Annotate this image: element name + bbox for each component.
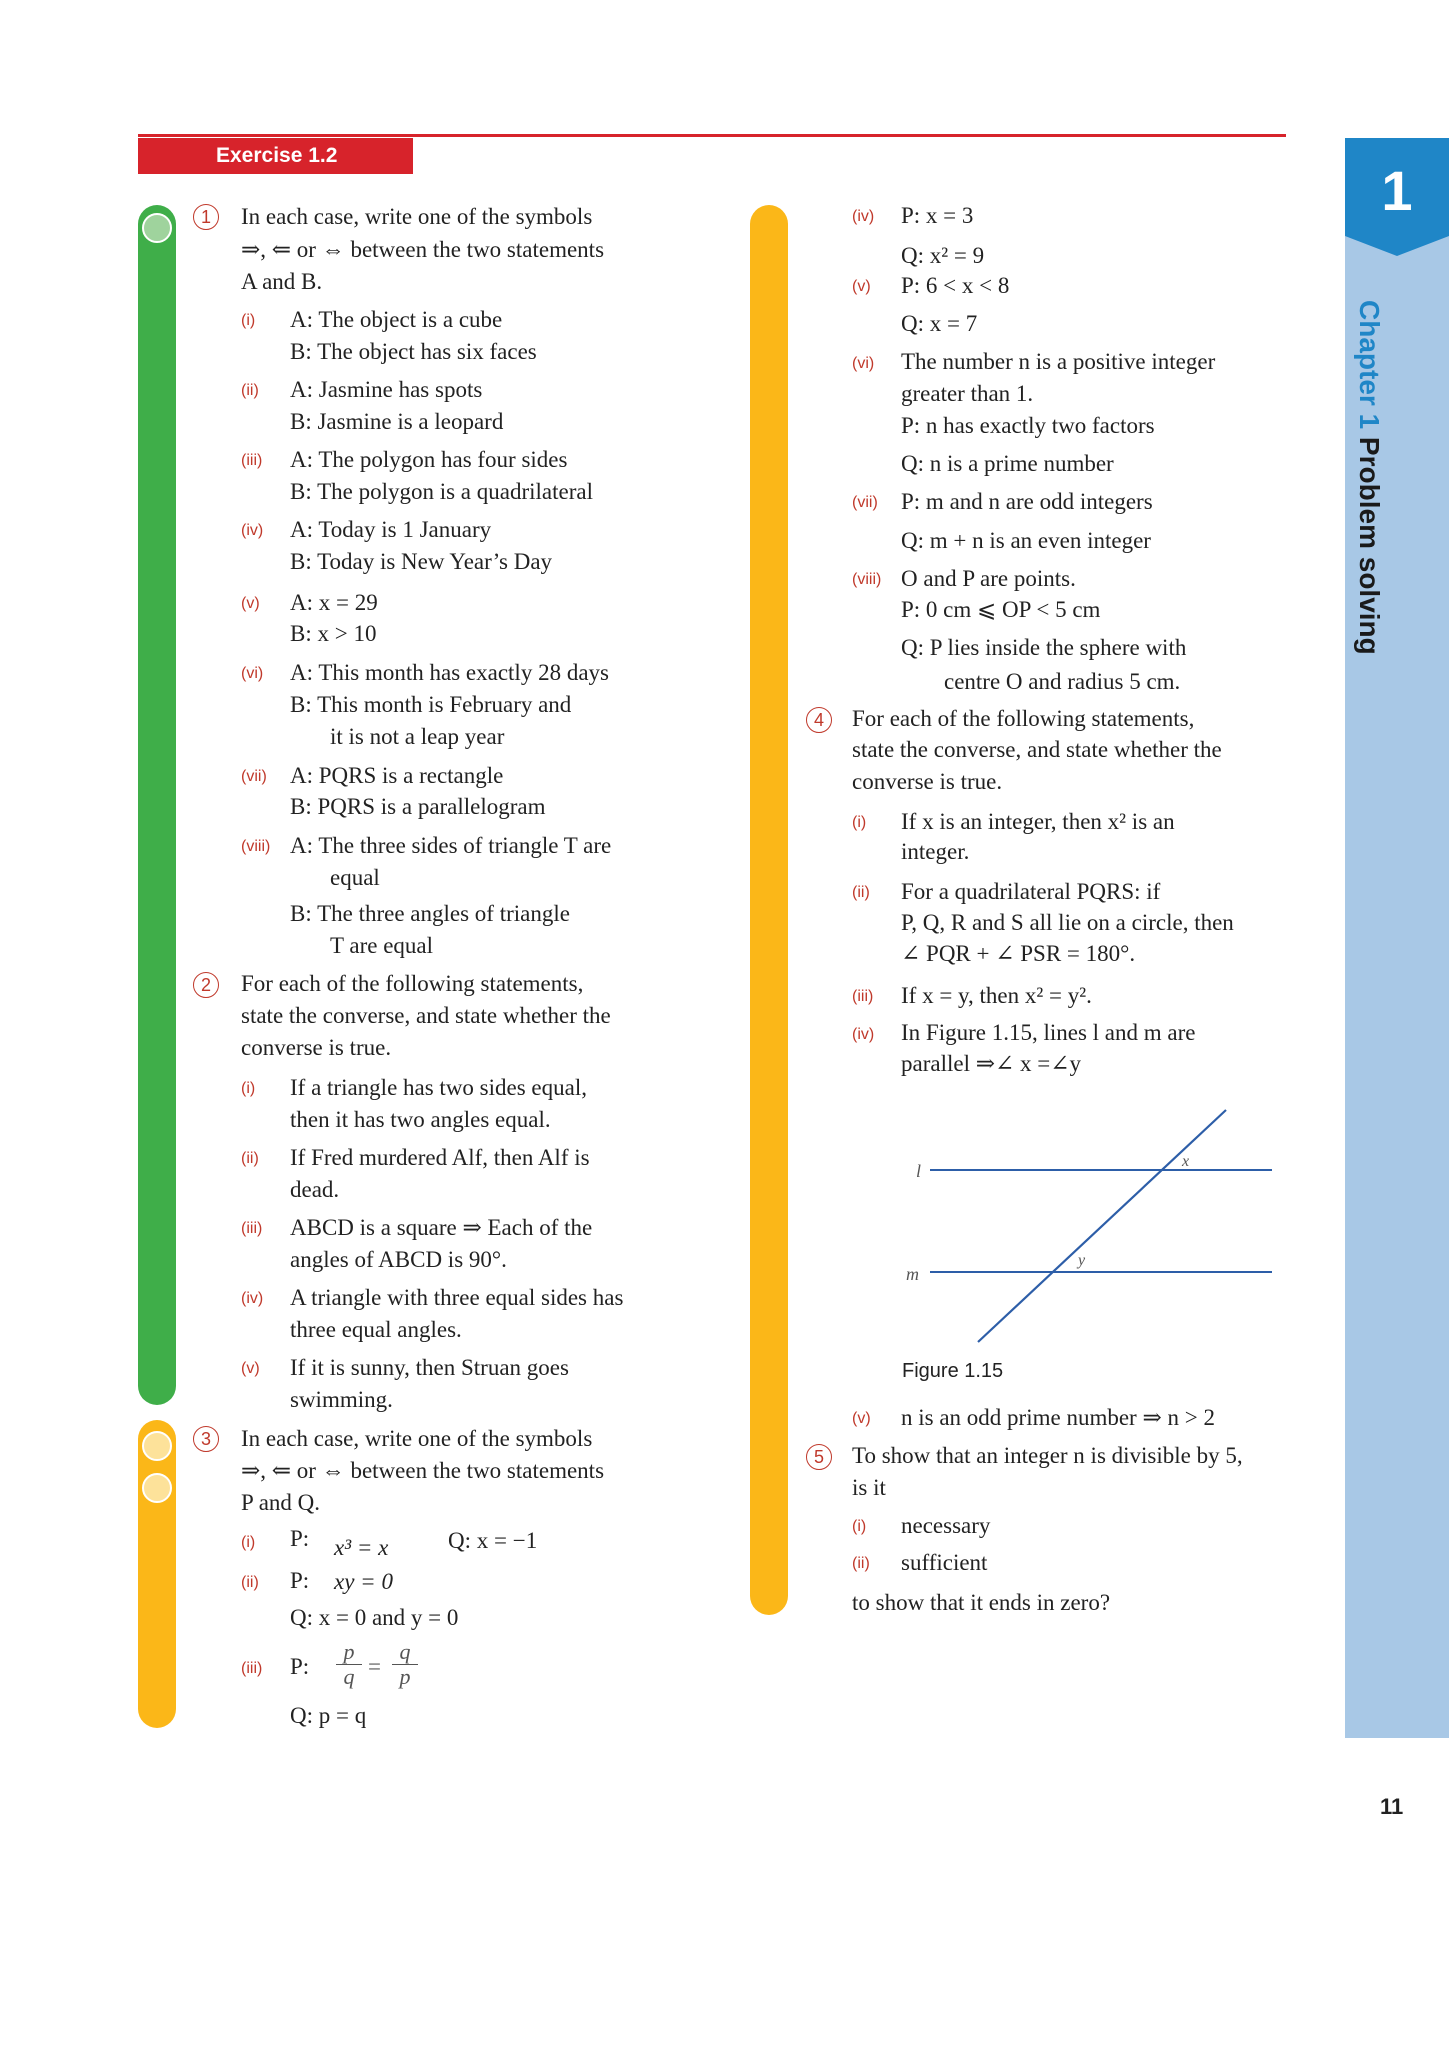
q3-p-expression: P: 6 < x < 8 <box>901 273 1010 298</box>
q1-item-b: B: The polygon is a quadrilateral <box>290 479 593 504</box>
chapter-name: Problem solving <box>1354 429 1385 655</box>
q2-item-line: ABCD is a square ⇒ Each of the <box>290 1215 593 1240</box>
q3-item-label: (i) <box>241 1534 256 1551</box>
angle-x-label: x <box>1182 1153 1190 1170</box>
q5-item-label: (ii) <box>852 1555 870 1572</box>
q3-item-label: (vi) <box>852 355 875 372</box>
q3-p-expression: P: m and n are odd integers <box>901 489 1153 514</box>
fraction-equals: = <box>368 1654 381 1679</box>
q1-item-label: (vi) <box>241 665 264 682</box>
q3-item-label: (viii) <box>852 571 882 588</box>
q4-intro-line: state the converse, and state whether the <box>852 737 1222 762</box>
q1-item-label: (viii) <box>241 838 271 855</box>
fraction-numerator: p <box>343 1639 355 1664</box>
q1-item-b: B: Jasmine is a leopard <box>290 409 504 434</box>
q3-q-expression: Q: P lies inside the sphere with <box>901 635 1187 660</box>
q1-item-label: (iv) <box>241 522 264 539</box>
q4-item-line: In Figure 1.15, lines l and m are <box>901 1020 1196 1045</box>
q2-item-label: (iv) <box>241 1290 264 1307</box>
q2-item-line: angles of ABCD is 90°. <box>290 1247 507 1272</box>
q2-intro-line: state the converse, and state whether the <box>241 1003 611 1028</box>
fraction-denominator: q <box>336 1664 362 1689</box>
q4-item-line: integer. <box>901 839 970 864</box>
q3-q-expression: Q: x = 7 <box>901 311 978 336</box>
question-number-1: 1 <box>193 204 219 230</box>
q4-item-label: (i) <box>852 814 867 831</box>
q3-intro-line: P and Q. <box>241 1490 321 1515</box>
figure-caption: Figure 1.15 <box>902 1360 1004 1382</box>
q1-item-b: B: The three angles of triangle <box>290 901 570 926</box>
q3-text-line: greater than 1. <box>901 381 1034 406</box>
q1-item-a: A: Today is 1 January <box>290 517 492 542</box>
q3-q-expression: Q: x = −1 <box>448 1528 538 1553</box>
q4-item-line: If x = y, then x² = y². <box>901 983 1092 1008</box>
q4-item-label: (ii) <box>852 884 870 901</box>
chapter-title <box>1353 300 1385 655</box>
transversal-line <box>978 1110 1226 1342</box>
fraction-numerator: q <box>399 1639 411 1664</box>
q1-intro-line: In each case, write one of the symbols <box>241 204 593 229</box>
q3-q-expression: Q: m + n is an even integer <box>901 528 1151 553</box>
q4-item-line: If x is an integer, then x² is an <box>901 809 1175 834</box>
q2-item-line: then it has two angles equal. <box>290 1107 551 1132</box>
q4-item-line: n is an odd prime number ⇒ n > 2 <box>901 1405 1215 1430</box>
q1-item-b: B: This month is February and <box>290 692 572 717</box>
q3-q-expression: Q: p = q <box>290 1703 367 1728</box>
q4-item-label: (iii) <box>852 988 874 1005</box>
q2-intro-line: For each of the following statements, <box>241 971 584 996</box>
question-number-3: 3 <box>193 1426 219 1452</box>
difficulty-dot <box>142 213 172 243</box>
q1-item-a-cont: equal <box>330 865 380 890</box>
q2-item-line: three equal angles. <box>290 1317 462 1342</box>
q2-item-label: (ii) <box>241 1150 259 1167</box>
q3-q-expression-cont: centre O and radius 5 cm. <box>944 669 1181 694</box>
q1-item-a: A: PQRS is a rectangle <box>290 763 504 788</box>
q2-item-label: (iii) <box>241 1220 263 1237</box>
header-rule <box>138 134 1286 137</box>
q4-item-line: parallel ⇒∠ x =∠y <box>901 1051 1081 1076</box>
q2-item-line: dead. <box>290 1177 340 1202</box>
q2-intro-line: converse is true. <box>241 1035 392 1060</box>
q3-item-label: (iii) <box>241 1660 263 1677</box>
difficulty-bar-yellow-right <box>750 205 788 1615</box>
q1-item-b: B: x > 10 <box>290 621 377 646</box>
q3-q-expression: Q: x² = 9 <box>901 243 985 268</box>
q3-item-label: (iv) <box>852 208 875 225</box>
q2-item-line: If Fred murdered Alf, then Alf is <box>290 1145 590 1170</box>
page-number: 11 <box>1380 1794 1404 1819</box>
q2-item-line: If a triangle has two sides equal, <box>290 1075 587 1100</box>
q1-item-a: A: The three sides of triangle T are <box>290 833 612 858</box>
q3-p-expression: P: 0 cm ⩽ OP < 5 cm <box>901 597 1101 622</box>
q3-p-expression: P: n has exactly two factors <box>901 413 1155 438</box>
q1-item-a: A: The object is a cube <box>290 307 503 332</box>
difficulty-bar-yellow <box>138 1420 176 1728</box>
q3-p-expression: xy = 0 <box>334 1569 393 1594</box>
q3-p-label: P: <box>290 1568 310 1593</box>
q3-item-label: (vii) <box>852 494 878 511</box>
q4-item-label: (v) <box>852 1410 871 1427</box>
q1-item-a: A: Jasmine has spots <box>290 377 483 402</box>
difficulty-dot <box>142 1473 172 1503</box>
label-m: m <box>906 1264 919 1284</box>
q4-item-label: (iv) <box>852 1026 875 1043</box>
q3-intro-line: ⇒, ⇐ or ⇔ between the two statements <box>241 1458 605 1483</box>
q4-intro-line: converse is true. <box>852 769 1003 794</box>
q1-item-b-cont: T are equal <box>330 933 434 958</box>
q3-text-line: O and P are points. <box>901 566 1076 591</box>
angle-y-label: y <box>1078 1252 1086 1269</box>
q3-text-line: The number n is a positive integer <box>901 349 1216 374</box>
q3-p-expression: P: x = 3 <box>901 203 974 228</box>
q3-q-expression: Q: x = 0 and y = 0 <box>290 1605 459 1630</box>
q3-q-expression: Q: n is a prime number <box>901 451 1114 476</box>
q1-item-a: A: The polygon has four sides <box>290 447 568 472</box>
question-number-2: 2 <box>193 972 219 998</box>
difficulty-bar-green <box>138 205 176 1405</box>
fraction-q-over-p <box>392 1640 418 1689</box>
q5-outro: to show that it ends in zero? <box>852 1590 1111 1615</box>
q3-p-label: P: <box>290 1654 310 1679</box>
q2-item-line: If it is sunny, then Struan goes <box>290 1355 569 1380</box>
q3-p-label: P: <box>290 1526 310 1551</box>
fraction-denominator: p <box>392 1664 418 1689</box>
exercise-title: Exercise 1.2 <box>138 138 413 174</box>
q1-item-b: B: Today is New Year’s Day <box>290 549 553 574</box>
label-l: l <box>916 1161 922 1181</box>
fraction-p-over-q <box>336 1640 362 1689</box>
q4-item-line: ∠ PQR + ∠ PSR = 180°. <box>901 941 1136 966</box>
q4-item-line: P, Q, R and S all lie on a circle, then <box>901 910 1234 935</box>
q1-item-b-cont: it is not a leap year <box>330 724 505 749</box>
q1-intro-line: ⇒, ⇐ or ⇔ between the two statements <box>241 237 605 262</box>
q1-item-b: B: PQRS is a parallelogram <box>290 794 546 819</box>
q5-item-text: sufficient <box>901 1550 988 1575</box>
q1-item-label: (vii) <box>241 768 267 785</box>
q3-intro-line: In each case, write one of the symbols <box>241 1426 593 1451</box>
q3-p-expression: x³ = x <box>334 1535 389 1560</box>
q5-intro-line: is it <box>852 1475 886 1500</box>
q4-intro-line: For each of the following statements, <box>852 706 1195 731</box>
difficulty-dot <box>142 1431 172 1461</box>
chapter-number-tab <box>1345 138 1449 258</box>
q1-item-label: (i) <box>241 312 256 329</box>
q1-item-a: A: This month has exactly 28 days <box>290 660 609 685</box>
q2-item-line: A triangle with three equal sides has <box>290 1285 624 1310</box>
q1-item-label: (ii) <box>241 382 259 399</box>
q5-item-text: necessary <box>901 1513 991 1538</box>
q1-intro-line: A and B. <box>241 269 323 294</box>
q5-intro-line: To show that an integer n is divisible by 5, <box>852 1443 1243 1468</box>
q4-item-line: For a quadrilateral PQRS: if <box>901 879 1161 904</box>
question-number-4: 4 <box>806 707 832 733</box>
q1-item-a: A: x = 29 <box>290 590 378 615</box>
q5-item-label: (i) <box>852 1518 867 1535</box>
chapter-number: 1 <box>1381 159 1413 222</box>
q3-item-label: (ii) <box>241 1574 259 1591</box>
q1-item-label: (v) <box>241 595 260 612</box>
q2-item-line: swimming. <box>290 1387 393 1412</box>
q3-item-label: (v) <box>852 278 871 295</box>
chapter-label: Chapter 1 <box>1354 300 1385 430</box>
q2-item-label: (i) <box>241 1080 256 1097</box>
figure-parallel-lines <box>890 1100 1290 1350</box>
q1-item-label: (iii) <box>241 452 263 469</box>
q2-item-label: (v) <box>241 1360 260 1377</box>
question-number-5: 5 <box>806 1444 832 1470</box>
q1-item-b: B: The object has six faces <box>290 339 537 364</box>
